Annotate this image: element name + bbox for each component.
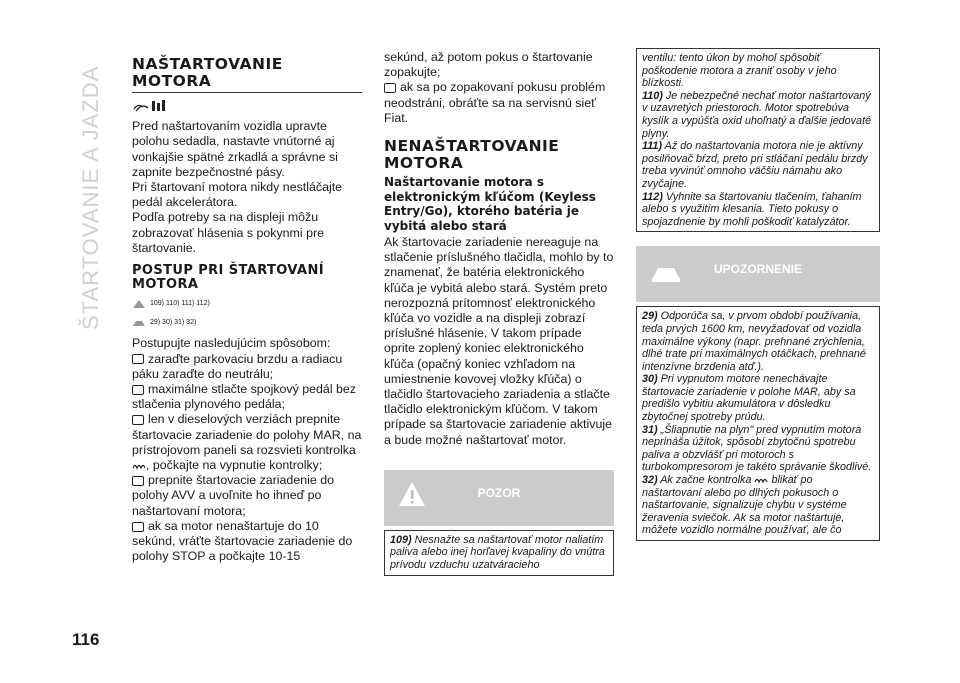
warning-box-continued (636, 48, 880, 232)
bullet-icon (132, 354, 144, 364)
list-item: len v dieselových verziách prepnite štartovacie zariadenie do polohy MAR, na prístrojovom paneli sa rozsvieti kontrolka , počkajte na vypnutie kontrolky; (132, 412, 362, 473)
note-item: 110) Je nebezpečné nechať motor naštartovaný v uzavretých priestoroch. Motor spotrebúva kyslík a vypúšťa oxid uhoľnatý a ďalšie jedovaté plyny. (642, 89, 872, 140)
bullet-icon (384, 83, 396, 93)
subheading-keyless: Naštartovanie motora s elektronickým kľúčom (Keyless Entry/Go), ktorého batéria je vybitá alebo stará (384, 175, 596, 233)
note-item: ventilu: tento úkon by mohol spôsobiť poškodenie motora a zraniť osoby v jeho blízkosti. (642, 52, 837, 90)
list-item: ak sa motor nenaštartuje do 10 sekúnd, vráťte štartovacie zariadenie do polohy STOP a počkajte 10-15 (132, 518, 353, 564)
column-1 (132, 56, 362, 564)
refs-caution: 29) 30) 31) 32) (150, 319, 197, 327)
pozor-box: 109) Nesnažte sa naštartovať motor naliatím paliva alebo inej horľavej kvapaliny do vnútra prívodu vzduchu uzatváracieho (384, 530, 614, 576)
note-item: 32) Ak začne kontrolka blikať po naštartovaní alebo po dlhých pokusoch o naštartovanie, signalizuje chybu v systéme žeravenia sviečok. Ak sa motor naštartuje, môžete vozidlo normálne používať, ale čo (642, 474, 847, 537)
note-item: 30) Pri vypnutom motore nenechávajte štartovacie zariadenie v polohe MAR, aby sa predišlo vybitiu akumulátora v dôsledku zbytočnej spotreby prúdu. (642, 373, 856, 424)
note-item: 111) Až do naštartovania motora nie je aktívny posilňovač bŕzd, preto pri stláčaní pedálu brzdy treba vyvinúť omnoho väčšiu námahu ako zvyčajne. (642, 140, 868, 190)
intro-p1: Pred naštartovaním vozidla upravte polohu sedadla, nastavte vnútorné aj vonkajšie spätné zrkadlá a správne si zapnite bezpečnostné pásy. (132, 119, 338, 179)
bullet-icon (132, 415, 144, 425)
column-3 (636, 48, 880, 541)
page-number: 116 (72, 630, 100, 649)
heading-postup: POSTUP PRI ŠTARTOVANÍ MOTORA (132, 263, 324, 293)
upozornenie-banner (636, 246, 880, 302)
intro-p2: Pri štartovaní motora nikdy nestláčajte pedál akcelerátora. (132, 180, 343, 210)
note-item: 31) „Šliapnutie na plyn" pred vypnutím motora neprináša úžitok, spôsobí zbytočnú spotrebu paliva a obzvlášť pri motoroch s turbokompresorom je takéto správanie škodlivé. (642, 423, 872, 474)
lead-text: Postupujte nasledujúcim spôsobom: (132, 336, 331, 351)
glow-plug-icon (754, 476, 768, 484)
glow-plug-icon (132, 462, 146, 470)
refs-warning: 109) 110) 111) 112) (150, 300, 210, 308)
continued-text: sekúnd, až potom pokus o štartovanie zopakujte; (384, 50, 593, 80)
list-item: zaraďte parkovaciu brzdu a radiacu páku zaraďte do neutrálu; (132, 351, 343, 381)
pozor-banner (384, 470, 614, 526)
column-2 (384, 50, 614, 576)
side-title-text: ŠTARTOVANIE A JAZDA (78, 65, 103, 330)
warning-triangle-icon (132, 299, 146, 309)
intro-p3: Podľa potreby sa na displeji môžu zobrazovať hlásenia s pokynmi pre štartovanie. (132, 210, 324, 255)
car-caution-icon (132, 318, 146, 328)
bullet-icon (132, 476, 144, 486)
bullet-icon (132, 385, 144, 395)
caution-refs (132, 315, 362, 330)
bullet-icon (132, 522, 144, 532)
heading-nenastartovanie: NENAŠTARTOVANIE MOTORA (384, 137, 560, 173)
note-item: 112) Vyhnite sa štartovaniu tlačením, ťahaním alebo s využitím klesania. Tieto pokusy o spojazdnenie by mohli poškodiť katalyzátor. (642, 190, 862, 228)
list-item: maximálne stlačte spojkový pedál bez stlačenia plynového pedála; (132, 382, 356, 412)
list-item: ak sa po zopakovaní pokusu problém neodstráni, obráťte sa na servisnú sieť Fiat. (384, 80, 606, 125)
list-item: prepnite štartovacie zariadenie do polohy AVV a uvoľnite ho ihneď po naštartovaní motora; (132, 473, 334, 518)
upozornenie-label: UPOZORNENIE (713, 262, 802, 277)
keyless-body: Ak štartovacie zariadenie nereaguje na stlačenie príslušného tlačidla, mohlo by to znamenať, že batéria elektronického kľúča je vybitá alebo stará. Systém preto nerozpozná prítomnosť elektronického kľúča vo vozidle a na displeji zobrazí príslušné hlásenie. V takom prípade oprite zoplený koniec elektronického kľúča (opačný koniec vzhľadom na umiestnenie kovovej vložky kľúča) o tlačidlo štartovacieho zariadenia a stlačte tlačidlo elektronickým kľúčom. V takom prípade sa štartovacie zariadenie aktivuje a bude možné naštartovať motor. (384, 235, 614, 447)
engine-key-icon (132, 99, 362, 117)
warning-refs (132, 296, 362, 311)
heading-nastartovanie: NAŠTARTOVANIE MOTORA (132, 56, 362, 93)
pozor-label: POZOR (477, 485, 521, 500)
section-side-title (68, 30, 108, 330)
note-item: 29) Odporúča sa, v prvom období používania, teda prvých 1600 km, nevyžadovať od vozidla maximálne výkony (napr. prehnané zrýchlenia, dlhé trate pri maximálnych otáčkach, prehnané intenzívne brzdenia atď.). (642, 310, 866, 373)
caution-box (636, 306, 880, 541)
